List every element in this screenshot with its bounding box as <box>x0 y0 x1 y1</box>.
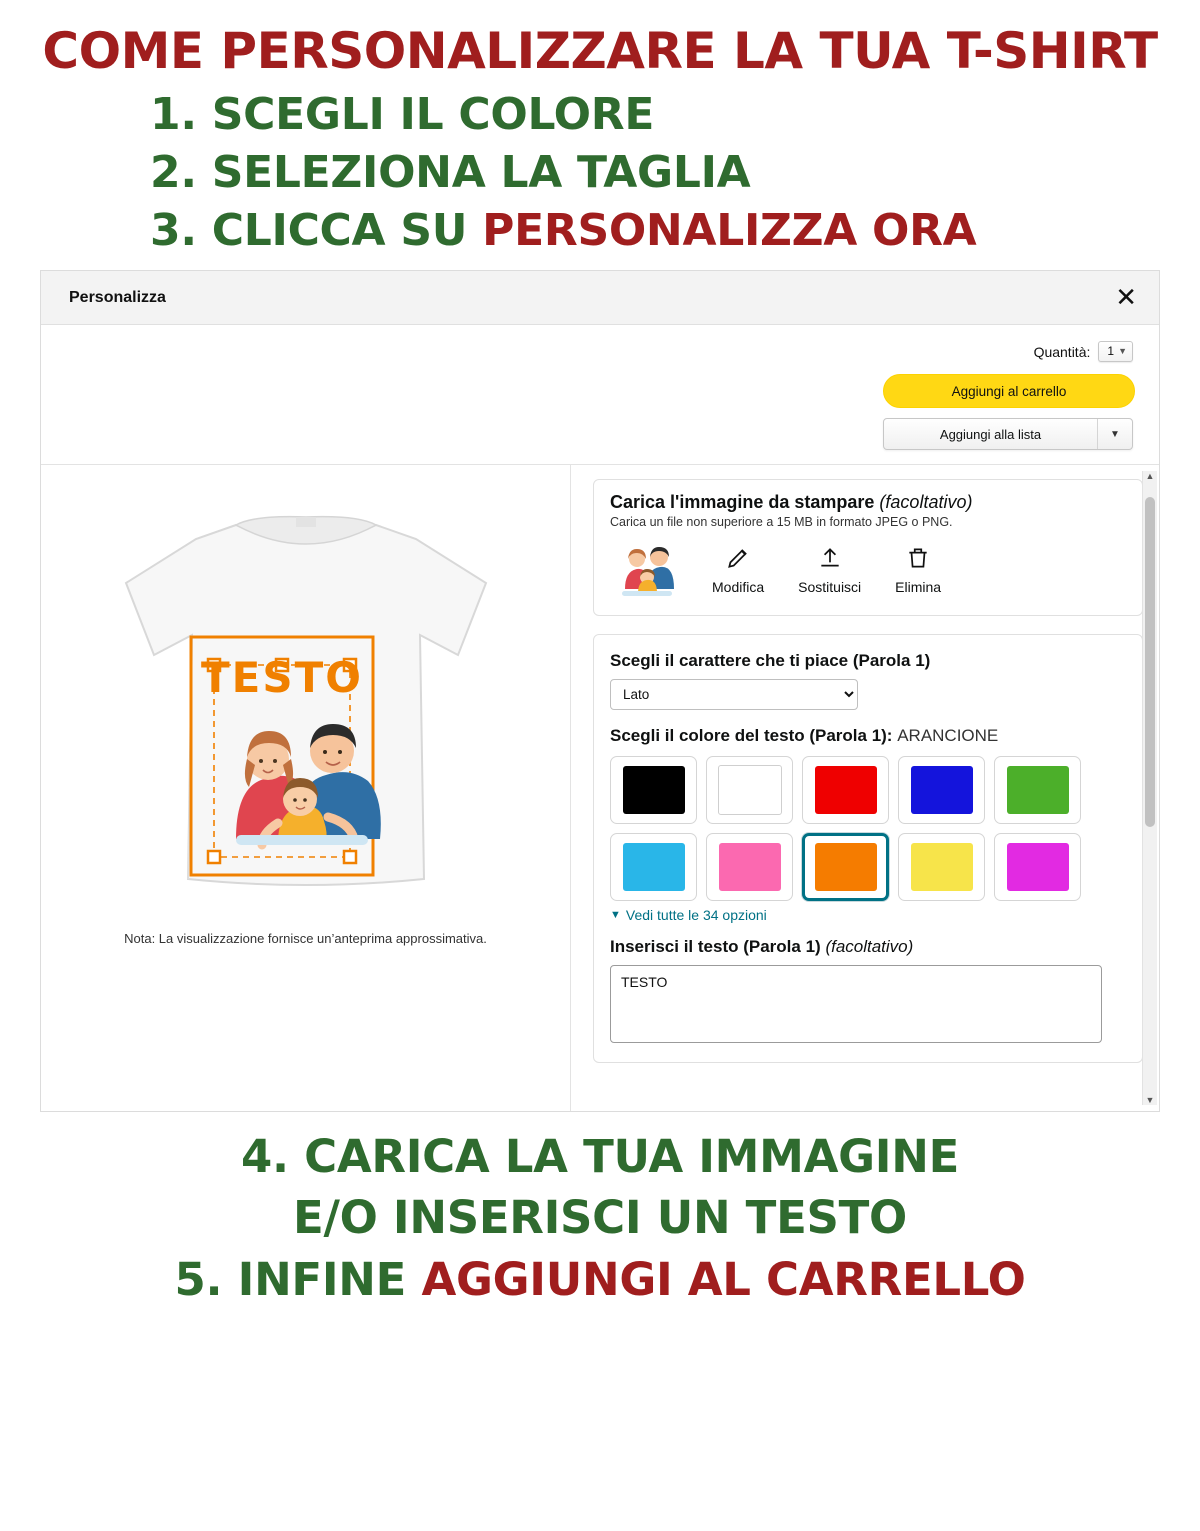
color-swatch-grid <box>610 756 1126 901</box>
step-number: 3. <box>150 205 197 257</box>
steps-top-list <box>0 86 1200 260</box>
text-field-title-text: Inserisci il testo (Parola 1) <box>610 937 821 957</box>
step-number: 2. <box>150 147 197 199</box>
see-all-colors-link[interactable] <box>610 907 1126 923</box>
step-number: 5. <box>174 1252 223 1306</box>
scrollbar-thumb[interactable] <box>1145 497 1155 827</box>
step-text: CARICA LA TUA IMMAGINE <box>304 1130 960 1184</box>
step-accent-text: AGGIUNGI AL CARRELLO <box>421 1252 1026 1306</box>
color-swatch-nero[interactable] <box>610 756 697 824</box>
chevron-down-icon: ▼ <box>1118 346 1127 357</box>
color-field-title-text: Scegli il colore del testo (Parola 1): <box>610 726 893 746</box>
color-swatch-giallo[interactable] <box>898 833 985 901</box>
edit-image-label: Modifica <box>712 579 765 596</box>
step-text: E/O INSERISCI UN TESTO <box>293 1191 907 1245</box>
color-swatch-azzurro[interactable] <box>610 833 697 901</box>
replace-image-label: Sostituisci <box>798 579 862 596</box>
step-item <box>0 1187 1200 1248</box>
scroll-up-icon[interactable]: ▲ <box>1145 471 1155 482</box>
color-field-title <box>610 726 1126 746</box>
color-swatch-magenta[interactable] <box>994 833 1081 901</box>
color-swatch-rosa[interactable] <box>706 833 793 901</box>
page-title: COME PERSONALIZZARE LA TUA T-SHIRT <box>42 22 1158 80</box>
upload-icon <box>817 545 843 571</box>
custom-text-input[interactable] <box>610 965 1102 1043</box>
options-pane <box>571 465 1159 1111</box>
upload-card-title-text: Carica l'immagine da stampare <box>610 492 875 513</box>
add-to-cart-button[interactable] <box>883 374 1135 408</box>
replace-image-action[interactable] <box>798 545 861 595</box>
color-swatch-rosso[interactable] <box>802 756 889 824</box>
preview-print-text: TESTO <box>200 653 363 703</box>
step-item <box>0 1249 1200 1310</box>
step-text: SELEZIONA LA TAGLIA <box>211 147 751 199</box>
see-all-colors-label: Vedi tutte le 34 opzioni <box>625 907 767 924</box>
quantity-row <box>883 341 1133 362</box>
widget-title: Personalizza <box>69 288 166 306</box>
customization-widget <box>40 270 1160 1112</box>
close-icon[interactable]: ✕ <box>1115 282 1137 313</box>
color-swatch-arancione[interactable] <box>802 833 889 901</box>
text-field-title-optional: (facoltativo) <box>825 937 914 957</box>
quantity-value: 1 <box>1107 344 1115 359</box>
preview-pane <box>41 465 571 1111</box>
preview-note: Nota: La visualizzazione fornisce un’anteprima approssimativa. <box>124 931 487 947</box>
trash-icon <box>905 545 931 571</box>
pencil-icon <box>725 545 751 571</box>
step-item <box>0 1126 1200 1187</box>
step-accent-text: PERSONALIZZA ORA <box>482 205 977 257</box>
upload-image-card <box>593 479 1143 616</box>
upload-card-title <box>610 492 1126 513</box>
text-field-title <box>610 937 1126 957</box>
text-options-card <box>593 634 1143 1063</box>
font-select[interactable] <box>610 679 858 710</box>
step-item <box>150 86 1200 144</box>
delete-image-label: Elimina <box>895 579 942 596</box>
step-number: 1. <box>150 89 197 140</box>
steps-bottom-list <box>0 1112 1200 1310</box>
tshirt-preview[interactable] <box>96 487 516 917</box>
chevron-down-icon: ▼ <box>610 909 621 922</box>
uploaded-image-thumbnail[interactable] <box>616 539 678 601</box>
quantity-label: Quantità: <box>1033 343 1091 360</box>
upload-card-subtitle: Carica un file non superiore a 15 MB in formato JPEG o PNG. <box>610 515 953 530</box>
color-swatch-verde[interactable] <box>994 756 1081 824</box>
font-field-title: Scegli il carattere che ti piace (Parola 1) <box>610 651 931 671</box>
add-to-cart-label: Aggiungi al carrello <box>951 383 1067 399</box>
step-item <box>150 202 1200 260</box>
chevron-down-icon[interactable]: ▼ <box>1110 428 1120 440</box>
step-text: SCEGLI IL COLORE <box>211 89 655 140</box>
widget-body <box>41 464 1159 1111</box>
color-selected-name: ARANCIONE <box>897 726 999 746</box>
delete-image-action[interactable] <box>895 545 941 595</box>
options-scrollbar[interactable] <box>1142 471 1157 1105</box>
widget-header <box>41 271 1159 325</box>
upload-actions-row <box>610 539 1126 601</box>
quantity-stepper[interactable] <box>1098 341 1133 362</box>
step-item <box>150 144 1200 202</box>
add-to-list-button[interactable] <box>883 418 1133 450</box>
edit-image-action[interactable] <box>712 545 764 595</box>
color-swatch-bianco[interactable] <box>706 756 793 824</box>
scroll-down-icon[interactable]: ▼ <box>1145 1095 1155 1106</box>
step-text: INFINE <box>237 1252 422 1306</box>
add-to-list-label: Aggiungi alla lista <box>939 426 1042 442</box>
upload-card-title-optional: (facoltativo) <box>879 492 973 513</box>
step-number: 4. <box>240 1130 289 1184</box>
step-text: CLICCA SU <box>211 205 483 257</box>
tshirt-graphic <box>96 487 516 917</box>
color-swatch-blu[interactable] <box>898 756 985 824</box>
buybox <box>41 325 1159 464</box>
